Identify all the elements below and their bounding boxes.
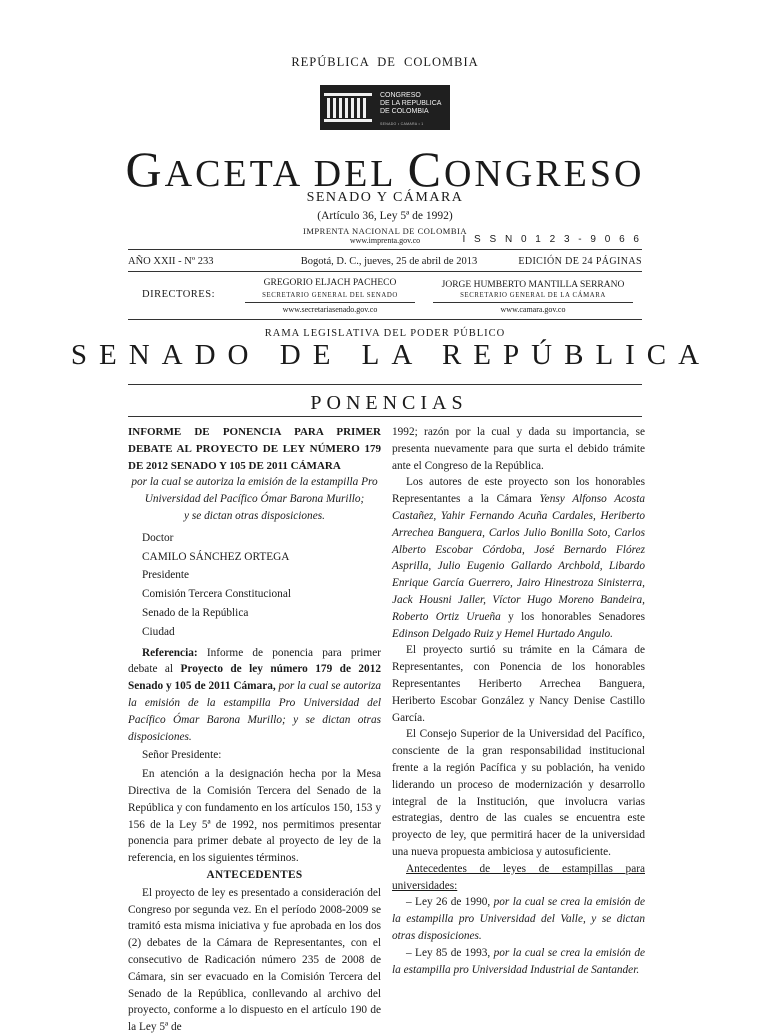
autores-connector: y los honorables Senadores [500,610,645,623]
column-right [392,424,645,978]
masthead-rule [128,249,642,250]
issn-number: I S S N 0 1 2 3 - 9 0 6 6 [462,234,642,245]
addressee-ciudad: Ciudad [142,625,175,638]
referencia-paragraph [128,645,381,746]
addressee-commission: Comisión Tercera Constitucional [142,588,291,601]
paragraph-designacion: En atención a la designación hecha por la Mesa Directiva de la Comisión Tercera del Senado de la República y con fundamento en los artículos 150, 153 y 156 de la Ley 5ª de 1992, nos permitimos presentar ponencia para primer debate al proyecto de ley de la referencia, en los siguientes términos. [128,768,381,865]
paragraph-continuation: 1992; razón por la cual y dada su importancia, se presenta nuevamente para que surta el debido trámite ante el Congreso de la República. [392,426,645,472]
section-rule [128,384,642,385]
ponencias-heading: PONENCIAS [310,392,468,414]
director-camara [433,280,633,314]
heading-leyes-estampillas: Antecedentes de leyes de estampillas para universidades: [392,862,645,892]
director-senado [245,278,415,314]
ponencias-rule [128,416,642,417]
directores-label: DIRECTORES: [142,289,215,300]
autores-senadores: Edinson Delgado Ruiz y Hemel Hurtado Angulo. [392,627,614,640]
edition-pages: EDICIÓN DE 24 PÁGINAS [518,256,642,267]
senado-republica-heading: SENADO DE LA REPÚBLICA [70,339,712,371]
paragraph-antecedentes: El proyecto de ley es presentado a consideración del Congreso por segunda vez. En el período 2008-2009 se tramitó esta misma iniciativa y fue aprobada en los dos (2) debates de la Cámara de Representantes, con el consecutivo de Radicación número 235 de 2008 de Cámara, sin ser evacuado en la Comisión Tercera del Senado de la República, conllevando al archivo del proyecto, conforme a lo dispuesto en el artículo 190 de la Ley 5ª de [128,886,381,1034]
director-camara-web: www.camara.gov.co [500,305,566,314]
imprenta-line: IMPRENTA NACIONAL DE COLOMBIA [303,226,467,236]
logo-line-2: DE LA REPUBLICA [380,100,442,107]
addressee-senado: Senado de la República [142,606,249,619]
director-senado-title: SECRETARIO GENERAL DEL SENADO [262,292,398,299]
articulo-line: (Artículo 36, Ley 5ª de 1992) [317,210,453,222]
title-aceta: ACETA DEL [164,153,408,195]
ley-26-text: por la cual se crea la emisión de la estampilla pro Universidad del Valle, y se dictan otras disposiciones. [392,896,646,942]
article-subtitle-1: por la cual se autoriza la emisión de la estampilla Pro Universidad del Pacífico Ómar Barona Murillo; [131,476,378,506]
salutation: Señor Presidente: [142,749,222,762]
logo-line-3: DE COLOMBIA [380,108,429,115]
paragraph-autores [392,474,645,642]
title-ongreso: ONGRESO [443,153,645,195]
addressee-position: Presidente [142,569,190,582]
republica-header: REPÚBLICA DE COLOMBIA [291,55,479,69]
logo-line-1: CONGRESO [380,92,421,99]
ley-85-label: – Ley 85 de 1993, [406,946,494,959]
imprenta-web: www.imprenta.gov.co [349,236,421,245]
director-senado-web: www.secretariasenado.gov.co [282,305,378,314]
director-senado-name: GREGORIO ELJACH PACHECO [263,278,397,288]
heading-antecedentes: ANTECEDENTES [206,868,303,881]
paragraph-consejo: El Consejo Superior de la Universidad del Pacífico, consciente de la gran responsabilidad institucional frente a la región Pacífica y su población, ha venido liderando un proceso de modernización y desarrollo integral de la Institución, que involucra varias estrategias, dentro de las cuales se encuentra este proyecto de ley, que permitirá hacer de la universidad una nueva propuesta ambiciosa y autosuficiente. [392,728,645,858]
referencia-proyecto: Proyecto de ley número 179 de 2012 Senado y 105 de 2011 Cámara, [128,663,381,693]
referencia-label: Referencia: [142,646,198,659]
congreso-logo [320,85,450,130]
directores-rule [128,319,642,320]
info-rule [128,271,642,272]
issue-date: Bogotá, D. C., jueves, 25 de abril de 2013 [300,256,478,267]
referencia-text: Informe de ponencia para primer debate al [128,646,381,676]
addressee-name: CAMILO SÁNCHEZ ORTEGA [142,550,290,563]
title-initial-c: C [407,141,444,197]
issue-number: AÑO XXII - Nº 233 [128,256,214,267]
ley-26-label: – Ley 26 de 1990, [406,896,494,909]
autores-representantes: Yensy Alfonso Acosta Castañez, Yahir Fernando Acuña Cardales, Heriberto Arrechea Banguera, Carlos Julio Bonilla Soto, Carlos Alberto Escobar Córdoba, José Bernardo Flórez Asprilla, Julio Eugenio Gallardo Archbold, Libardo Enrique García Guerrero, Jairo Hinestroza Sinisterra, Jack Housni Jaller, Víctor Hugo Moreno Bandeira, Roberto Ortiz Urueña [392,493,645,623]
senado-camara-subtitle: SENADO Y CÁMARA [306,190,464,205]
column-left [128,424,381,1036]
director-camara-name: JORGE HUMBERTO MANTILLA SERRANO [441,280,625,290]
capitol-columns-icon [323,91,373,125]
autores-intro: Los autores de este proyecto son los honorables Representantes a la Cámara [392,476,645,506]
director-senado-rule [245,302,415,303]
ley-85-text: por la cual se crea la emisión de la estampilla pro Universidad Industrial de Santander. [392,946,646,976]
referencia-italic: por la cual se autoriza la emisión de la estampilla Pro Universidad del Pacífico Ómar Barona Murillo; y se dictan otras disposiciones. [128,680,382,743]
logo-sub: SENADO • CAMARA • 1 [380,122,424,126]
addressee-doctor: Doctor [142,531,174,544]
ley-26-1990 [392,894,645,944]
director-camara-title: SECRETARIO GENERAL DE LA CÁMARA [460,292,606,299]
paragraph-tramite: El proyecto surtió su trámite en la Cámara de Representantes, con Ponencia de los honorables Representantes Heriberto Arrechea Banguera, Heriberto Escobar González y Nancy Denise Castillo García. [392,644,645,724]
title-initial-g: G [125,141,165,197]
article-subtitle-2: y se dictan otras disposiciones. [184,509,325,522]
director-camara-rule [433,302,633,303]
article-title: INFORME DE PONENCIA PARA PRIMER DEBATE AL PROYECTO DE LEY NÚMERO 179 DE 2012 SENADO Y 105 DE 2011 CÁMARA [128,426,381,472]
ley-85-1993 [392,945,645,979]
rama-legislativa: RAMA LEGISLATIVA DEL PODER PÚBLICO [264,328,506,339]
